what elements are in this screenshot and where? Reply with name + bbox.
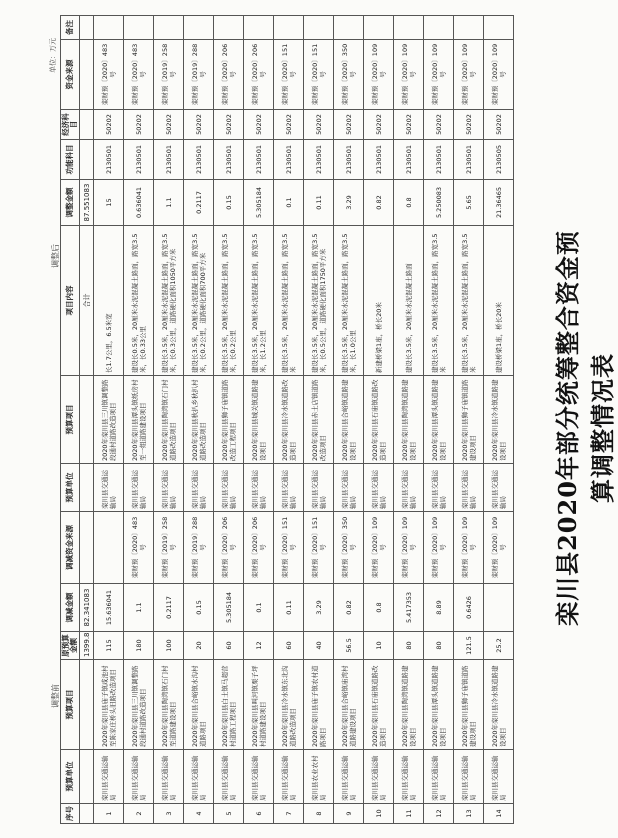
cell-content: 长1.7公里，6.5米宽 <box>94 226 124 376</box>
total-label: 合计 <box>80 226 94 376</box>
cell-fund-source: 栾财预〔2020〕109号 <box>454 40 484 110</box>
document-title: 栾川县2020年部分统筹整合资金预算调整情况表 <box>553 230 617 626</box>
cell-project-2: 2020年栾川县潭头镇道路建设项目 <box>424 376 454 464</box>
cell-amount: 12 <box>244 632 274 660</box>
cell-fund-source: 栾财预〔2019〕258号 <box>154 40 184 110</box>
table-row <box>244 16 274 824</box>
section-before-label: 调整前 <box>51 684 60 708</box>
cell-seq: 10 <box>364 804 394 824</box>
cell-func-subject: 2130501 <box>244 140 274 180</box>
cell-budget-unit-2: 栾川县交通运输局 <box>154 464 184 512</box>
cell-seq: 3 <box>154 804 184 824</box>
header-amount: 原预算金额 <box>61 632 80 660</box>
cell-func-subject: 2130501 <box>454 140 484 180</box>
cell-project: 2020年栾川县庙子镇咸池村至陈家庄桥头旧路改造项目 <box>94 660 124 750</box>
table-row <box>424 16 454 824</box>
cell-budget-unit-2: 栾川县交通运输局 <box>454 464 484 512</box>
cell-amount: 80 <box>394 632 424 660</box>
table-row <box>154 16 184 824</box>
cell-func-subject: 2130501 <box>424 140 454 180</box>
cell-adj-source: 栾财预〔2020〕151号 <box>274 512 304 584</box>
cell-adj-amount-2: 5.250083 <box>424 180 454 226</box>
cell-adj-source: 栾财预〔2019〕258号 <box>154 512 184 584</box>
cell-adj-amount-2: 0.82 <box>364 180 394 226</box>
cell-fund-source: 栾财预〔2020〕109号 <box>394 40 424 110</box>
cell-adj-source: 栾财预〔2020〕206号 <box>244 512 274 584</box>
cell-func-subject: 2130501 <box>334 140 364 180</box>
cell-amount: 121.5 <box>454 632 484 660</box>
cell-content: 建设长3.5米，20厘米水泥混凝土路面，路宽3.5米，长0.2公里，道路硬化面积700平方米 <box>184 226 214 376</box>
cell-func-subject: 2130501 <box>124 140 154 180</box>
cell-econ-subject: 50202 <box>454 110 484 140</box>
cell-project: 2020年栾川县庙子镇农村道路项目 <box>304 660 334 750</box>
cell-func-subject: 2130505 <box>484 140 514 180</box>
cell-content: 建设长0.5米，20厘米水泥混凝土路面，路宽3.5米，长0.33公里 <box>124 226 154 376</box>
cell-seq: 8 <box>304 804 334 824</box>
cell-econ-subject: 50202 <box>124 110 154 140</box>
cell-adj-amount-2: 0.8 <box>394 180 424 226</box>
cell-remark <box>394 16 424 40</box>
cell-content: 建设长3.5米，20厘米水泥混凝土路面，路宽3.5米，长0.5公里，道路硬化面积1750平方米 <box>304 226 334 376</box>
header-project: 预算项目 <box>61 660 80 750</box>
cell-remark <box>154 16 184 40</box>
cell-content: 建设长3.5米，20厘米水泥混凝土路面，路宽3.5米，长1.0公里 <box>334 226 364 376</box>
header-econ-subject: 经济科目 <box>61 110 80 140</box>
header-remark: 备注 <box>61 16 80 40</box>
cell-project-2: 2020年栾川县陶湾镇道路建设项目 <box>394 376 424 464</box>
cell-fund-source: 栾财预〔2020〕483号 <box>124 40 154 110</box>
table-row <box>484 16 514 824</box>
cell-adj-amount: 3.29 <box>304 584 334 632</box>
cell-econ-subject: 50202 <box>94 110 124 140</box>
cell-budget-unit-2: 栾川县交通运输局 <box>214 464 244 512</box>
cell-econ-subject: 50202 <box>484 110 514 140</box>
cell-adj-source: 栾财预〔2020〕109号 <box>484 512 514 584</box>
cell-amount: 10 <box>364 632 394 660</box>
cell-budget-unit: 栾川县农业农村局 <box>304 750 334 804</box>
cell-budget-unit-2: 栾川县交通运输局 <box>484 464 514 512</box>
cell-adj-amount: 0.2117 <box>154 584 184 632</box>
cell-seq: 5 <box>214 804 244 824</box>
cell-remark <box>484 16 514 40</box>
header-content: 项目内容 <box>61 226 80 376</box>
cell-project-2: 2020年栾川县冷水镇道路建设项目 <box>484 376 514 464</box>
cell-content: 建设桥梁1座，桥长20米 <box>484 226 514 376</box>
cell-adj-source: 栾财预〔2020〕109号 <box>454 512 484 584</box>
cell-budget-unit-2: 栾川县交通运输局 <box>394 464 424 512</box>
cell-fund-source: 栾财预〔2020〕109号 <box>484 40 514 110</box>
cell-econ-subject: 50202 <box>424 110 454 140</box>
cell-adj-source: 栾财预〔2020〕350号 <box>334 512 364 584</box>
cell-adj-amount: 0.8 <box>364 584 394 632</box>
cell-remark <box>184 16 214 40</box>
cell-content: 建设长3.5米，20厘米水泥混凝土路面，路宽3.5米，长0.2公里 <box>214 226 244 376</box>
header-budget-unit: 预算单位 <box>61 750 80 804</box>
cell-budget-unit-2: 栾川县交通运输局 <box>94 464 124 512</box>
cell-adj-amount-2: 0.11 <box>304 180 334 226</box>
cell-econ-subject: 50202 <box>154 110 184 140</box>
cell-budget-unit: 栾川县交通运输局 <box>94 750 124 804</box>
cell-func-subject: 2130501 <box>304 140 334 180</box>
cell-amount: 100 <box>154 632 184 660</box>
cell-project: 2020年栾川县狮子庙镇道路建设项目 <box>454 660 484 750</box>
table-row <box>214 16 244 824</box>
cell-fund-source: 栾财预〔2020〕109号 <box>364 40 394 110</box>
cell-adj-source: 栾财预〔2020〕151号 <box>304 512 334 584</box>
cell-budget-unit: 栾川县交通运输局 <box>184 750 214 804</box>
cell-remark <box>334 16 364 40</box>
cell-budget-unit-2: 栾川县交通运输局 <box>274 464 304 512</box>
cell-adj-source: 栾财预〔2020〕109号 <box>424 512 454 584</box>
cell-adj-source: 栾财预〔2020〕483号 <box>124 512 154 584</box>
cell-project: 2020年栾川县叫河镇栗子坪村道路建设项目 <box>244 660 274 750</box>
total-amount: 1399.8 <box>80 632 94 660</box>
table-row <box>124 16 154 824</box>
cell-amount: 40 <box>304 632 334 660</box>
cell-project: 2020年栾川县冷水镇东北沟道路改造项目 <box>274 660 304 750</box>
cell-adj-amount: 15.636041 <box>94 584 124 632</box>
cell-budget-unit: 栾川县交通运输局 <box>334 750 364 804</box>
budget-adjustment-table <box>60 15 514 824</box>
cell-remark <box>124 16 154 40</box>
cell-content: 建设长3.5米，20厘米水泥混凝土路面，路宽3.5米 <box>454 226 484 376</box>
cell-adj-amount <box>484 584 514 632</box>
cell-func-subject: 2130501 <box>274 140 304 180</box>
cell-fund-source: 栾财预〔2020〕483号 <box>94 40 124 110</box>
cell-adj-amount-2: 0.15 <box>214 180 244 226</box>
cell-project: 2020年栾川县三川镇调整路段通村道路改造项目 <box>124 660 154 750</box>
cell-budget-unit: 栾川县交通运输局 <box>424 750 454 804</box>
cell-econ-subject: 50202 <box>364 110 394 140</box>
cell-seq: 4 <box>184 804 214 824</box>
cell-budget-unit-2: 栾川县交通运输局 <box>244 464 274 512</box>
cell-econ-subject: 50202 <box>334 110 364 140</box>
cell-adj-amount-2: 1.1 <box>154 180 184 226</box>
cell-func-subject: 2130501 <box>394 140 424 180</box>
cell-adj-source: 栾财预〔2020〕109号 <box>364 512 394 584</box>
cell-budget-unit: 栾川县交通运输局 <box>274 750 304 804</box>
cell-adj-amount: 0.82 <box>334 584 364 632</box>
cell-remark <box>454 16 484 40</box>
cell-project-2: 2020年栾川县陶湾镇石门村道路改造项目 <box>154 376 184 464</box>
cell-budget-unit: 栾川县交通运输局 <box>364 750 394 804</box>
cell-seq: 1 <box>94 804 124 824</box>
cell-amount: 80 <box>424 632 454 660</box>
cell-project-2: 2020年栾川县合峪镇道路建设项目 <box>334 376 364 464</box>
cell-seq: 11 <box>394 804 424 824</box>
table-row <box>304 16 334 824</box>
cell-content: 建设长3.5米，20厘米水泥混凝土路面，路宽3.5米 <box>274 226 304 376</box>
cell-adj-amount-2: 0.1 <box>274 180 304 226</box>
cell-project: 2020年栾川县石庙镇道路改造项目 <box>364 660 394 750</box>
cell-content: 建设长3.5米，20厘米水泥混凝土路面，路宽3.5米 <box>424 226 454 376</box>
cell-adj-amount-2: 5.65 <box>454 180 484 226</box>
cell-remark <box>304 16 334 40</box>
header-adj-amount-2: 调整金额 <box>61 180 80 226</box>
cell-amount: 60 <box>214 632 244 660</box>
cell-budget-unit-2: 栾川县交通运输局 <box>334 464 364 512</box>
total-row <box>80 16 94 824</box>
cell-fund-source: 栾财预〔2020〕151号 <box>304 40 334 110</box>
cell-project: 2020年栾川县白土镇马超营村道路工程项目 <box>214 660 244 750</box>
table-row <box>94 16 124 824</box>
cell-project-2: 2020年栾川县城关镇道路建设项目 <box>244 376 274 464</box>
cell-adj-amount-2: 3.29 <box>334 180 364 226</box>
cell-project-2: 2020年栾川县潭头镇纸房村至一组道路建设项目 <box>124 376 154 464</box>
cell-budget-unit: 栾川县交通运输局 <box>484 750 514 804</box>
cell-project: 2020年栾川县冷水镇道路建设项目 <box>484 660 514 750</box>
table-row <box>394 16 424 824</box>
cell-adj-amount: 0.6426 <box>454 584 484 632</box>
cell-content: 新建桥梁1座，桥长20米 <box>364 226 394 376</box>
cell-budget-unit: 栾川县交通运输局 <box>244 750 274 804</box>
cell-adj-source: 栾财预〔2020〕109号 <box>394 512 424 584</box>
cell-adj-amount: 0.15 <box>184 584 214 632</box>
cell-content: 建设长3.5米，20厘米水泥混凝土路面，路宽3.5米，长1.2公里 <box>244 226 274 376</box>
cell-remark <box>274 16 304 40</box>
table-row <box>364 16 394 824</box>
cell-adj-amount: 0.1 <box>244 584 274 632</box>
cell-project-2: 2020年栾川县狮子庙镇道路建设项目 <box>454 376 484 464</box>
cell-seq: 12 <box>424 804 454 824</box>
cell-seq: 9 <box>334 804 364 824</box>
cell-fund-source: 栾财预〔2020〕109号 <box>424 40 454 110</box>
cell-project: 2020年栾川县潭头镇道路建设项目 <box>424 660 454 750</box>
cell-budget-unit: 栾川县交通运输局 <box>454 750 484 804</box>
cell-budget-unit-2: 栾川县交通运输局 <box>364 464 394 512</box>
cell-func-subject: 2130501 <box>364 140 394 180</box>
cell-project-2: 2020年栾川县冷水镇道路改造项目 <box>274 376 304 464</box>
cell-budget-unit-2: 栾川县交通运输局 <box>304 464 334 512</box>
cell-econ-subject: 50202 <box>184 110 214 140</box>
cell-project-2: 2020年栾川县三川镇调整路段通村道路改造项目 <box>94 376 124 464</box>
cell-adj-amount-2: 0.2117 <box>184 180 214 226</box>
table-row <box>274 16 304 824</box>
unit-label: 单位：万元 <box>49 38 57 73</box>
cell-budget-unit: 栾川县交通运输局 <box>124 750 154 804</box>
cell-adj-amount: 8.89 <box>424 584 454 632</box>
cell-adj-amount: 5.417353 <box>394 584 424 632</box>
cell-amount: 56.5 <box>334 632 364 660</box>
cell-remark <box>424 16 454 40</box>
cell-content: 建设长3.5米，20厘米水泥混凝土路面 <box>394 226 424 376</box>
cell-econ-subject: 50202 <box>394 110 424 140</box>
cell-budget-unit: 栾川县交通运输局 <box>394 750 424 804</box>
cell-seq: 2 <box>124 804 154 824</box>
cell-econ-subject: 50202 <box>214 110 244 140</box>
cell-adj-source: 栾财预〔2019〕288号 <box>184 512 214 584</box>
cell-budget-unit: 栾川县交通运输局 <box>154 750 184 804</box>
total-adj-amount-2: 87.551083 <box>80 180 94 226</box>
cell-func-subject: 2130501 <box>184 140 214 180</box>
cell-adj-amount-2: 5.305184 <box>244 180 274 226</box>
cell-econ-subject: 50202 <box>304 110 334 140</box>
cell-adj-amount: 5.305184 <box>214 584 244 632</box>
cell-func-subject: 2130501 <box>214 140 244 180</box>
cell-project: 2020年栾川县陶湾镇道路建设项目 <box>394 660 424 750</box>
section-after-label: 调整后 <box>51 244 60 268</box>
cell-remark <box>364 16 394 40</box>
cell-budget-unit: 栾川县交通运输局 <box>214 750 244 804</box>
cell-project: 2020年栾川县陶湾镇石门村至道路建设项目 <box>154 660 184 750</box>
cell-fund-source: 栾财预〔2020〕350号 <box>334 40 364 110</box>
cell-adj-amount-2: 15 <box>94 180 124 226</box>
cell-func-subject: 2130501 <box>154 140 184 180</box>
cell-seq: 14 <box>484 804 514 824</box>
cell-budget-unit-2: 栾川县交通运输局 <box>424 464 454 512</box>
cell-amount: 60 <box>274 632 304 660</box>
header-fund-source: 资金来源 <box>61 40 80 110</box>
header-func-subject: 功能科目 <box>61 140 80 180</box>
header-row <box>61 16 80 824</box>
cell-seq: 13 <box>454 804 484 824</box>
cell-amount: 20 <box>184 632 214 660</box>
cell-project-2: 2020年栾川县狮子庙镇道路改造工程项目 <box>214 376 244 464</box>
cell-project-2: 2020年栾川县赤土店镇道路改造项目 <box>304 376 334 464</box>
cell-project: 2020年栾川县合峪镇庙湾村道路建设项目 <box>334 660 364 750</box>
cell-amount: 180 <box>124 632 154 660</box>
cell-econ-subject: 50202 <box>274 110 304 140</box>
cell-func-subject: 2130501 <box>94 140 124 180</box>
header-project-2: 预算项目 <box>61 376 80 464</box>
cell-remark <box>214 16 244 40</box>
cell-amount: 115 <box>94 632 124 660</box>
cell-adj-amount-2: 0.636041 <box>124 180 154 226</box>
cell-adj-amount-2: 21.36465 <box>484 180 514 226</box>
table-row <box>334 16 364 824</box>
cell-adj-source <box>94 512 124 584</box>
cell-fund-source: 栾财预〔2019〕288号 <box>184 40 214 110</box>
cell-seq: 6 <box>244 804 274 824</box>
cell-seq: 7 <box>274 804 304 824</box>
header-adj-amount: 调减金额 <box>61 584 80 632</box>
cell-content: 建设长3.5米，20厘米水泥混凝土路面，路宽3.5米，长0.3公里，道路硬化面积1050平方米 <box>154 226 184 376</box>
header-seq: 序号 <box>61 804 80 824</box>
cell-fund-source: 栾财预〔2020〕206号 <box>244 40 274 110</box>
total-adj-amount: 82.341083 <box>80 584 94 632</box>
cell-adj-amount: 0.11 <box>274 584 304 632</box>
cell-econ-subject: 50202 <box>244 110 274 140</box>
cell-remark <box>244 16 274 40</box>
cell-fund-source: 栾财预〔2020〕206号 <box>214 40 244 110</box>
cell-project: 2020年栾川县合峪镇水沟村道路项目 <box>184 660 214 750</box>
cell-adj-amount: 1.1 <box>124 584 154 632</box>
cell-budget-unit-2: 栾川县交通运输局 <box>124 464 154 512</box>
cell-fund-source: 栾财预〔2020〕151号 <box>274 40 304 110</box>
cell-project-2: 2020年栾川县石庙镇道路改造项目 <box>364 376 394 464</box>
cell-adj-source: 栾财预〔2020〕206号 <box>214 512 244 584</box>
cell-budget-unit-2: 栾川县交通运输局 <box>184 464 214 512</box>
header-adj-source: 调减资金来源 <box>61 512 80 584</box>
table-row <box>454 16 484 824</box>
cell-amount: 25.2 <box>484 632 514 660</box>
cell-remark <box>94 16 124 40</box>
table-row <box>184 16 214 824</box>
header-budget-unit-2: 预算单位 <box>61 464 80 512</box>
cell-project-2: 2020年栾川县秋扒乡秋扒村道路改造项目 <box>184 376 214 464</box>
